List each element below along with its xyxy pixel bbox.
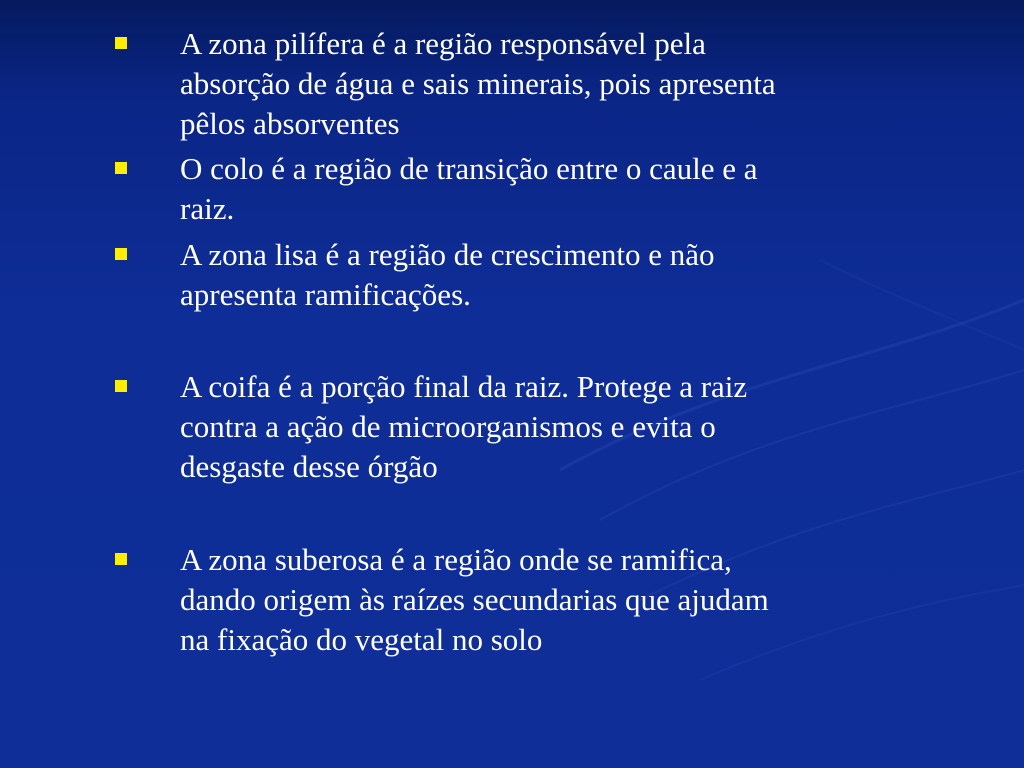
square-bullet-icon [115, 162, 127, 174]
square-bullet-icon [115, 37, 127, 49]
bullet-text: A coifa é a porção final da raiz. Protege a raiz contra a ação de microorganismos e evita o desgaste desse órgão [180, 369, 748, 484]
bullet-text: A zona lisa é a região de crescimento e não apresenta ramificações. [180, 237, 715, 312]
bullet-text: A zona suberosa é a região onde se ramifica, dando origem às raízes secundarias que ajudam na fixação do vegetal no solo [180, 542, 769, 657]
square-bullet-icon [115, 380, 127, 392]
square-bullet-icon [115, 553, 127, 565]
bullet-text: A zona pilífera é a região responsável pela absorção de água e sais minerais, pois apresenta pêlos absorventes [180, 26, 776, 141]
square-bullet-icon [115, 248, 127, 260]
bullet-text: O colo é a região de transição entre o caule e a raiz. [180, 151, 758, 226]
